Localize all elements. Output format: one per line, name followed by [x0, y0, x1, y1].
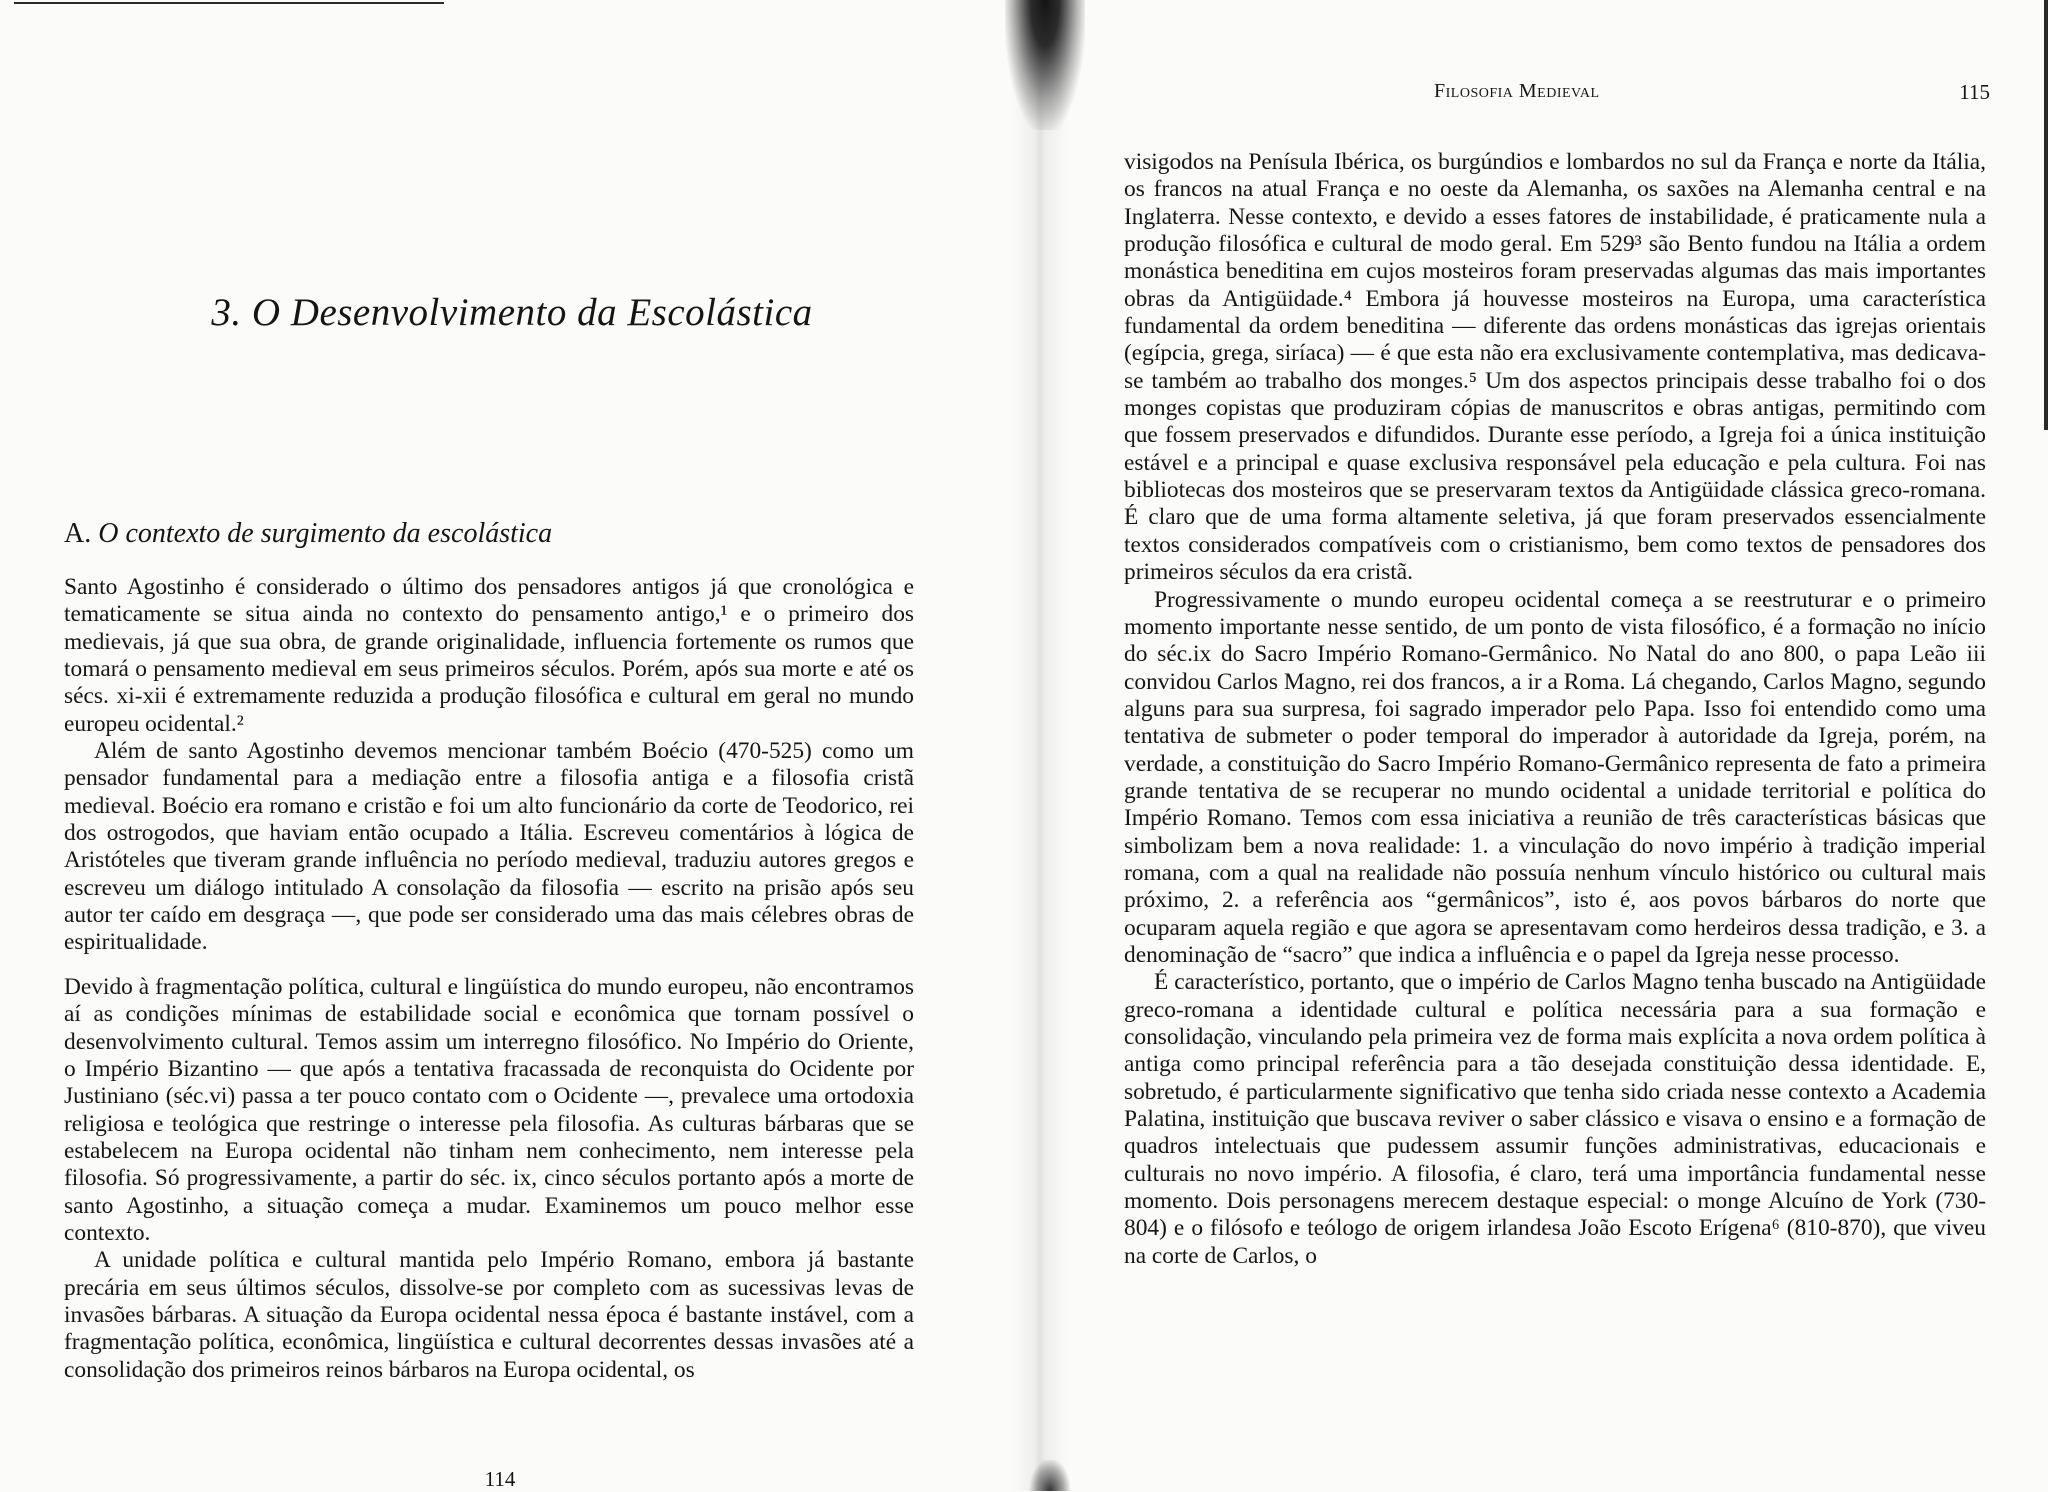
paragraph: É característico, portanto, que o império de Carlos Magno tenha buscado na Antigüidade greco-romana a identidade cultural e política necessária para a sua formação e consolidação, vinculando pela primeira vez de forma mais explícita a nova ordem política à antiga como principal referência para a tão desejada constituição dessa identidade. E, sobretudo, é particularmente significativo que tenha sido criada nesse contexto a Academia Palatina, instituição que buscava reviver o saber clássico e visava o ensino e a formação de quadros intelectuais que pudessem assumir funções administrativas, educacionais e culturais no novo império. A filosofia, é claro, terá uma importância fundamental nesse momento. Dois personagens merecem destaque especial: o monge Alcuíno de York (730-804) e o filósofo e teólogo de origem irlandesa João Escoto Erígena⁶ (810-870), que viveu na corte de Carlos, o [1124, 969, 1986, 1269]
paragraph: Devido à fragmentação política, cultural e lingüística do mundo europeu, não encontramos aí as condições mínimas de estabilidade social e econômica que tornam possível o desenvolvimento cultural. Temos assim um interregno filosófico. No Império do Oriente, o Império Bizantino — que após a tentativa fracassada de reconquista do Ocidente por Justiniano (séc.vi) passa a ter pouco contato com o Ocidente —, prevalece uma ortodoxia religiosa e teológica que restringe o interesse pela filosofia. As culturas bárbaras que se estabelecem na Europa ocidental não tinham nem conhecimento, nem interesse pela filosofia. Só progressivamente, a partir do séc. ix, cinco séculos portanto após a morte de santo Agostinho, a situação começa a mudar. Examinemos um pouco melhor esse contexto. [64, 973, 914, 1246]
running-head: Filosofia Medieval [1434, 80, 1600, 102]
paragraph: Além de santo Agostinho devemos mencionar também Boécio (470-525) como um pensador fundamental para a mediação entre a filosofia antiga e a filosofia cristã medieval. Boécio era romano e cristão e foi um alto funcionário da corte de Teodorico, rei dos ostrogodos, que haviam então ocupado a Itália. Escreveu comentários à lógica de Aristóteles que tiveram grande influência no período medieval, traduziu autores gregos e escreveu um diálogo intitulado A consolação da filosofia — escrito na prisão após seu autor ter caído em desgraça —, que pode ser considerado uma das mais célebres obras de espiritualidade. [64, 738, 914, 956]
right-page [1024, 0, 2048, 1491]
section-heading [64, 518, 552, 550]
paragraph: visigodos na Penísula Ibérica, os burgúndios e lombardos no sul da França e norte da Itália, os francos na atual França e no oeste da Alemanha, os saxões na Alemanha central e na Inglaterra. Nesse contexto, e devido a esses fatores de instabilidade, é praticamente nula a produção filosófica e cultural de modo geral. Em 529³ são Bento fundou na Itália a ordem monástica beneditina em cujos mosteiros foram preservadas algumas das mais importantes obras da Antigüidade.⁴ Embora já houvesse mosteiros na Europa, uma característica fundamental da ordem beneditina — diferente das ordens monásticas das igrejas orientais (egípcia, grega, siríaca) — é que esta não era exclusivamente contemplativa, mas dedicava-se também ao trabalho dos monges.⁵ Um dos aspectos principais desse trabalho foi o dos monges copistas que produziram cópias de manuscritos e obras antigas, permitindo com que fossem preservados e difundidos. Durante esse período, a Igreja foi a única instituição estável e a principal e quase exclusiva responsável pela educação e pela cultura. Foi nas bibliotecas dos mosteiros que se preservaram textos da Antigüidade clássica greco-romana. É claro que de uma forma altamente seletiva, já que foram preservados essencialmente textos considerados compatíveis com o cristianismo, bem como textos de pensadores dos primeiros séculos da era cristã. [1124, 149, 1986, 586]
paragraph: Santo Agostinho é considerado o último dos pensadores antigos já que cronológica e tematicamente se situa ainda no contexto do pensamento antigo,¹ e o primeiro dos medievais, já que sua obra, de grande originalidade, influencia fortemente os rumos que tomará o pensamento medieval em seus primeiros séculos. Porém, após sua morte e até os sécs. xi-xii é extremamente reduzida a produção filosófica e cultural em geral no mundo europeu ocidental.² [64, 574, 914, 737]
paragraph: A unidade política e cultural mantida pelo Império Romano, embora já bastante precária em seus últimos séculos, dissolve-se por completo com as sucessivas levas de invasões bárbaras. A situação da Europa ocidental nessa época é bastante instável, com a fragmentação política, econômica, lingüística e cultural decorrentes dessas invasões até a consolidação dos primeiros reinos bárbaros na Europa ocidental, os [64, 1247, 914, 1383]
paragraph: Progressivamente o mundo europeu ocidental começa a se reestruturar e o primeiro momento importante nesse sentido, de um ponto de vista filosófico, é a formação no início do séc.ix do Sacro Império Romano-Germânico. No Natal do ano 800, o papa Leão iii convidou Carlos Magno, rei dos francos, a ir a Roma. Lá chegando, Carlos Magno, segundo alguns para sua surpresa, foi sagrado imperador pelo Papa. Isso foi entendido como uma tentativa de submeter o poder temporal do imperador à autoridade da Igreja, porém, na verdade, a constituição do Sacro Império Romano-Germânico representa de fato a primeira grande tentativa de se recuperar no mundo ocidental a unidade territorial e política do Império Romano. Temos com essa iniciativa a reunião de três características básicas que simbolizam bem a nova realidade: 1. a vinculação do novo império à tradição imperial romana, com a qual na realidade não possuía nenhum vínculo histórico ou cultural mais próximo, 2. a referência aos “germânicos”, isto é, aos povos bárbaros do norte que ocuparam aquela região e que agora se apresentavam como herdeiros dessa tradição, e 3. a denominação de “sacro” que indica a influência e o papel da Igreja nesse processo. [1124, 586, 1987, 968]
page-number-right: 115 [1959, 80, 1990, 104]
left-page [0, 0, 1024, 1491]
page-edge [2044, 0, 2048, 430]
top-rule [14, 2, 444, 4]
section-letter: A. [64, 518, 92, 549]
section-title: O contexto de surgimento da escolástica [98, 518, 553, 549]
chapter-title: 3. O Desenvolvimento da Escolástica [211, 291, 813, 334]
left-text-column [64, 574, 914, 1384]
right-text-column [1124, 149, 1986, 1270]
page-number-left: 114 [484, 1467, 516, 1491]
